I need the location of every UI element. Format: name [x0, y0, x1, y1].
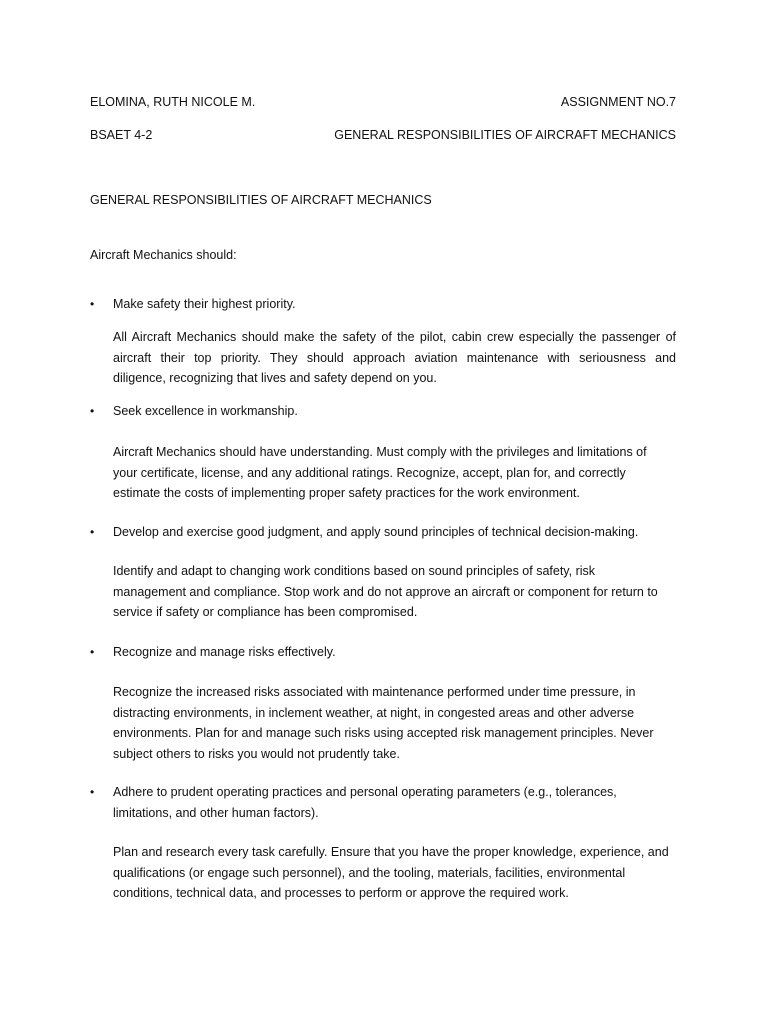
- item-paragraph: [113, 442, 676, 504]
- intro-text: Aircraft Mechanics should:: [90, 248, 237, 262]
- student-name: ELOMINA, RUTH NICOLE M.: [90, 95, 256, 109]
- paragraph-line: All Aircraft Mechanics should make the safety of the pilot, cabin crew especially the passenger of: [113, 330, 676, 344]
- paragraph-line: Plan and research every task carefully. Ensure that you have the proper knowledge, experience, and: [113, 845, 669, 859]
- assignment-number: ASSIGNMENT NO.7: [560, 95, 676, 109]
- item-paragraph: [113, 682, 676, 764]
- item-heading: Recognize and manage risks effectively.: [113, 645, 336, 659]
- bullet-marker: •: [90, 785, 95, 799]
- bullet-marker: •: [90, 404, 95, 418]
- bullet-marker: •: [90, 645, 95, 659]
- heading-line: limitations, and other human factors).: [113, 805, 319, 820]
- item-heading: [113, 782, 676, 823]
- item-heading: Make safety their highest priority.: [113, 297, 296, 311]
- paragraph-line: service if safety or compliance has been compromised.: [113, 605, 418, 619]
- paragraph-line: Recognize the increased risks associated with maintenance performed under time pressure, in: [113, 685, 636, 699]
- bullet-marker: •: [90, 297, 95, 311]
- bullet-marker: •: [90, 525, 95, 539]
- paragraph-line: estimate the costs of implementing proper safety practices for the work environment.: [113, 486, 580, 500]
- paragraph-line: Aircraft Mechanics should have understanding. Must comply with the privileges and limitations of: [113, 445, 647, 459]
- item-heading: Seek excellence in workmanship.: [113, 404, 298, 418]
- paragraph-line: qualifications (or engage such personnel), and the tooling, materials, facilities, environmental: [113, 865, 626, 880]
- paragraph-line: diligence, recognizing that lives and safety depend on you.: [113, 371, 437, 385]
- item-heading: Develop and exercise good judgment, and apply sound principles of technical decision-making.: [113, 525, 639, 539]
- paragraph-line: your certificate, license, and any additional ratings. Recognize, accept, plan for, and correctly: [113, 465, 626, 480]
- assignment-subject: GENERAL RESPONSIBILITIES OF AIRCRAFT MECHANICS: [334, 128, 676, 142]
- paragraph-line: environments. Plan for and manage such risks using accepted risk management principles. Never: [113, 726, 654, 740]
- paragraph-line: aircraft their top priority. They should approach aviation maintenance with seriousness and: [113, 350, 676, 365]
- item-paragraph: [113, 327, 676, 389]
- heading-line: Adhere to prudent operating practices and personal operating parameters (e.g., tolerances,: [113, 785, 617, 799]
- paragraph-line: distracting environments, in inclement weather, at night, in congested areas and other adverse: [113, 705, 635, 720]
- paragraph-line: conditions, technical data, and processes to perform or approve the required work.: [113, 886, 569, 900]
- item-paragraph: [113, 842, 676, 904]
- paragraph-line: subject others to risks you would not prudently take.: [113, 746, 400, 761]
- item-paragraph: [113, 561, 676, 623]
- paragraph-line: Identify and adapt to changing work conditions based on sound principles of safety, risk: [113, 564, 596, 578]
- paragraph-line: management and compliance. Stop work and do not approve an aircraft or component for return to: [113, 584, 658, 599]
- document-title: GENERAL RESPONSIBILITIES OF AIRCRAFT MECHANICS: [90, 193, 432, 207]
- student-section: BSAET 4-2: [90, 128, 153, 142]
